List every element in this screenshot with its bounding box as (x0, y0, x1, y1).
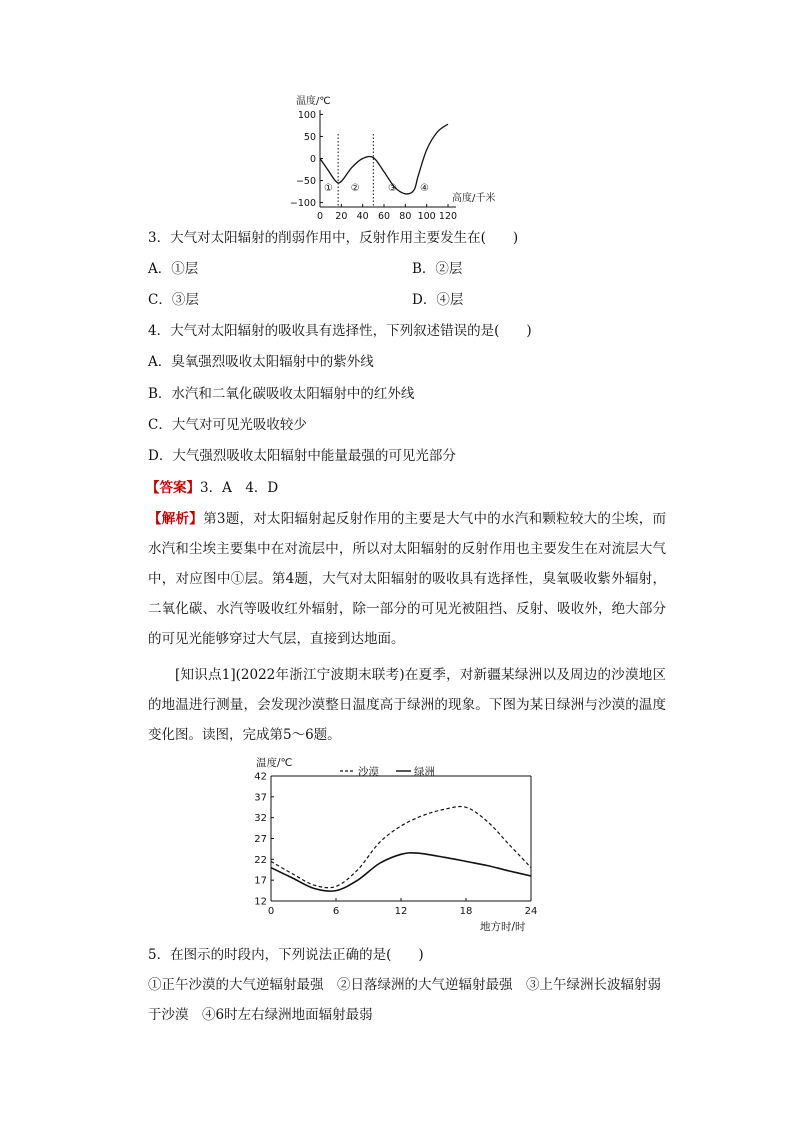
x-tick-label: 100 (417, 211, 436, 222)
y-tick-label: −50 (295, 176, 316, 188)
y-tick-label: 32 (254, 813, 267, 825)
q4-option-a: A．臭氧强烈吸收太阳辐射中的紫外线 (148, 354, 374, 370)
oasis-series-line (271, 853, 531, 891)
x-tick-label: 20 (335, 211, 348, 222)
analysis-tag: 【解析】 (148, 511, 204, 527)
question-3-stem: 3．大气对太阳辐射的削弱作用中，反射作用主要发生在( ) (148, 230, 519, 246)
layer-label: ① (324, 183, 334, 194)
x-tick-label: 40 (356, 211, 369, 222)
desert-series-line (271, 807, 531, 888)
y-tick-label: −100 (290, 198, 316, 210)
q4-option-b: B．水汽和二氧化碳吸收太阳辐射中的红外线 (148, 386, 415, 402)
x-tick-label: 0 (316, 211, 324, 222)
answer-line (146, 478, 278, 498)
x-tick-label: 6 (332, 906, 340, 917)
y-tick-label: 27 (254, 834, 267, 845)
x-tick-label: 24 (524, 906, 538, 917)
altitude-temperature-chart (290, 90, 510, 225)
x-tick-label: 120 (438, 211, 458, 222)
q3-option-c: C．③层 (148, 292, 199, 308)
y-tick-label: 100 (297, 109, 316, 121)
x-axis-title: 地方时/时 (480, 921, 526, 933)
y-tick-label: 12 (254, 896, 267, 908)
q3-option-b: B．②层 (412, 261, 463, 277)
desert-oasis-temperature-chart (248, 752, 548, 937)
x-tick-label: 0 (267, 906, 275, 917)
analysis-paragraph (148, 504, 666, 654)
layer-label: ③ (388, 183, 398, 194)
y-axis-title: 温度/℃ (256, 757, 293, 769)
x-tick-label: 12 (394, 906, 408, 917)
answer-tag: 【答案】 (146, 480, 200, 496)
layer-label: ② (350, 183, 360, 194)
y-tick-label: 50 (303, 131, 316, 143)
y-tick-label: 0 (309, 154, 316, 165)
y-tick-label: 17 (254, 875, 267, 887)
x-axis-title: 高度/千米 (452, 193, 496, 204)
q3-option-d: D．④层 (412, 292, 464, 308)
knowledge-point-intro: [知识点1](2022年浙江宁波期末联考)在夏季，对新疆某绿洲以及周边的沙漠地区的地温进行测量，会发现沙漠整日温度高于绿洲的现象。下图为某日绿洲与沙漠的温度变化图。读图，完成第5～6题。 (148, 667, 666, 743)
y-tick-label: 37 (254, 792, 267, 804)
x-tick-label: 60 (377, 211, 391, 222)
x-tick-label: 80 (399, 211, 412, 222)
q5-statements: ①正午沙漠的大气逆辐射最强 ②日落绿洲的大气逆辐射最强 ③上午绿洲长波辐射弱于沙漠 ④6时左右绿洲地面辐射最弱 (148, 977, 661, 1023)
legend-oasis-label: 绿洲 (414, 766, 435, 778)
answer-text: 3．A 4．D (200, 480, 279, 496)
question-4-stem: 4．大气对太阳辐射的吸收具有选择性，下列叙述错误的是( ) (148, 323, 532, 339)
y-axis-title: 温度/℃ (296, 96, 331, 107)
analysis-text: 第3题，对太阳辐射起反射作用的主要是大气中的水汽和颗粒较大的尘埃，而水汽和尘埃主要集中在对流层中，所以对太阳辐射的反射作用也主要发生在对流层大气中，对应图中①层。第4题，大气对太阳辐射的吸收具有选择性，臭氧吸收紫外辐射，二氧化碳、水汽等吸收红外辐射，除一部分的可见光被阻挡、反射、吸收外，绝大部分的可见光能够穿过大气层，直接到达地面。 (148, 511, 667, 647)
layer-label: ④ (420, 183, 430, 194)
y-tick-label: 42 (254, 771, 267, 783)
question-5-stem: 5．在图示的时段内，下列说法正确的是( ) (148, 947, 424, 963)
q4-option-d: D．大气强烈吸收太阳辐射中能量最强的可见光部分 (148, 448, 456, 464)
legend-desert-label: 沙漠 (358, 766, 379, 778)
q4-option-c: C．大气对可见光吸收较少 (148, 417, 307, 433)
x-tick-label: 18 (459, 906, 473, 917)
q3-option-a: A．①层 (148, 261, 199, 277)
y-tick-label: 22 (254, 854, 267, 866)
